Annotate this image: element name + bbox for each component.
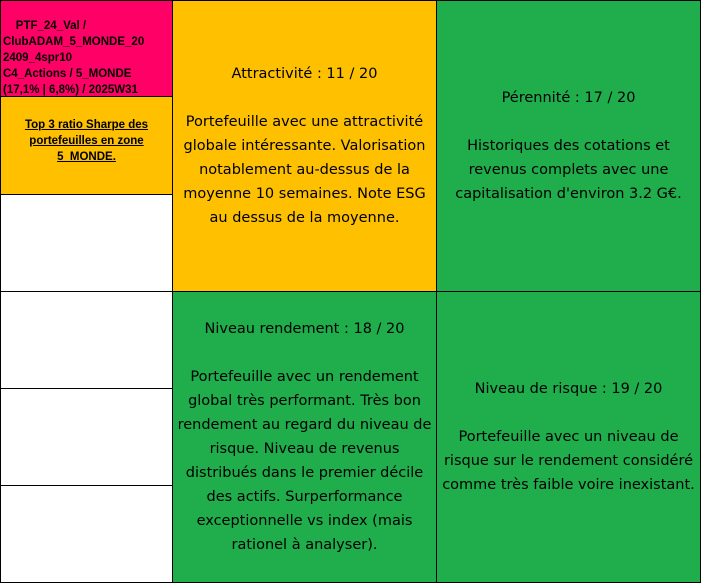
empty-cell-3 (0, 388, 173, 486)
risque-block (437, 377, 700, 497)
attractivite-cell (172, 0, 437, 292)
empty-cell-4 (0, 485, 173, 583)
risque-body: Portefeuille avec un niveau de risque sur le rendement considéré comme très faible voire inexistant. (442, 429, 695, 493)
attractivite-body: Portefeuille avec une attractivité globale intéressante. Valorisation notablement au-dessus de la moyenne 10 semaines. Note ESG au dessus de la moyenne. (183, 114, 426, 226)
perennite-block (437, 86, 700, 206)
rendement-title: Niveau rendement : 18 / 20 (204, 321, 405, 337)
risque-title: Niveau de risque : 19 / 20 (474, 381, 663, 397)
perennite-title: Pérennité : 17 / 20 (501, 90, 636, 106)
rendement-cell (172, 291, 437, 583)
empty-cell-2 (0, 291, 173, 389)
rendement-block (173, 317, 436, 557)
attractivite-title: Attractivité : 11 / 20 (231, 66, 378, 82)
perennite-cell (436, 0, 701, 292)
rendement-body: Portefeuille avec un rendement global très performant. Très bon rendement au regard du niveau de risque. Niveau de revenus distribués dans le premier décile des actifs. Surperformance exceptionnelle vs index (mais rationel à analyser). (177, 369, 432, 553)
top3-sharpe-cell (0, 96, 173, 195)
risque-cell (436, 291, 701, 583)
top3-sharpe-label: Top 3 ratio Sharpe des portefeuilles en zone 5_MONDE. (24, 119, 149, 163)
attractivite-block (173, 62, 436, 230)
empty-cell-1 (0, 194, 173, 292)
portfolio-id-cell (0, 0, 173, 97)
portfolio-id-text: PTF_24_Val / ClubADAM_5_MONDE_20 2409_4spr10 C4_Actions / 5_MONDE (17,1% | 6,8%) / 2025W31 (3, 20, 145, 96)
perennite-body: Historiques des cotations et revenus complets avec une capitalisation d'environ 3.2 G€. (455, 138, 682, 202)
